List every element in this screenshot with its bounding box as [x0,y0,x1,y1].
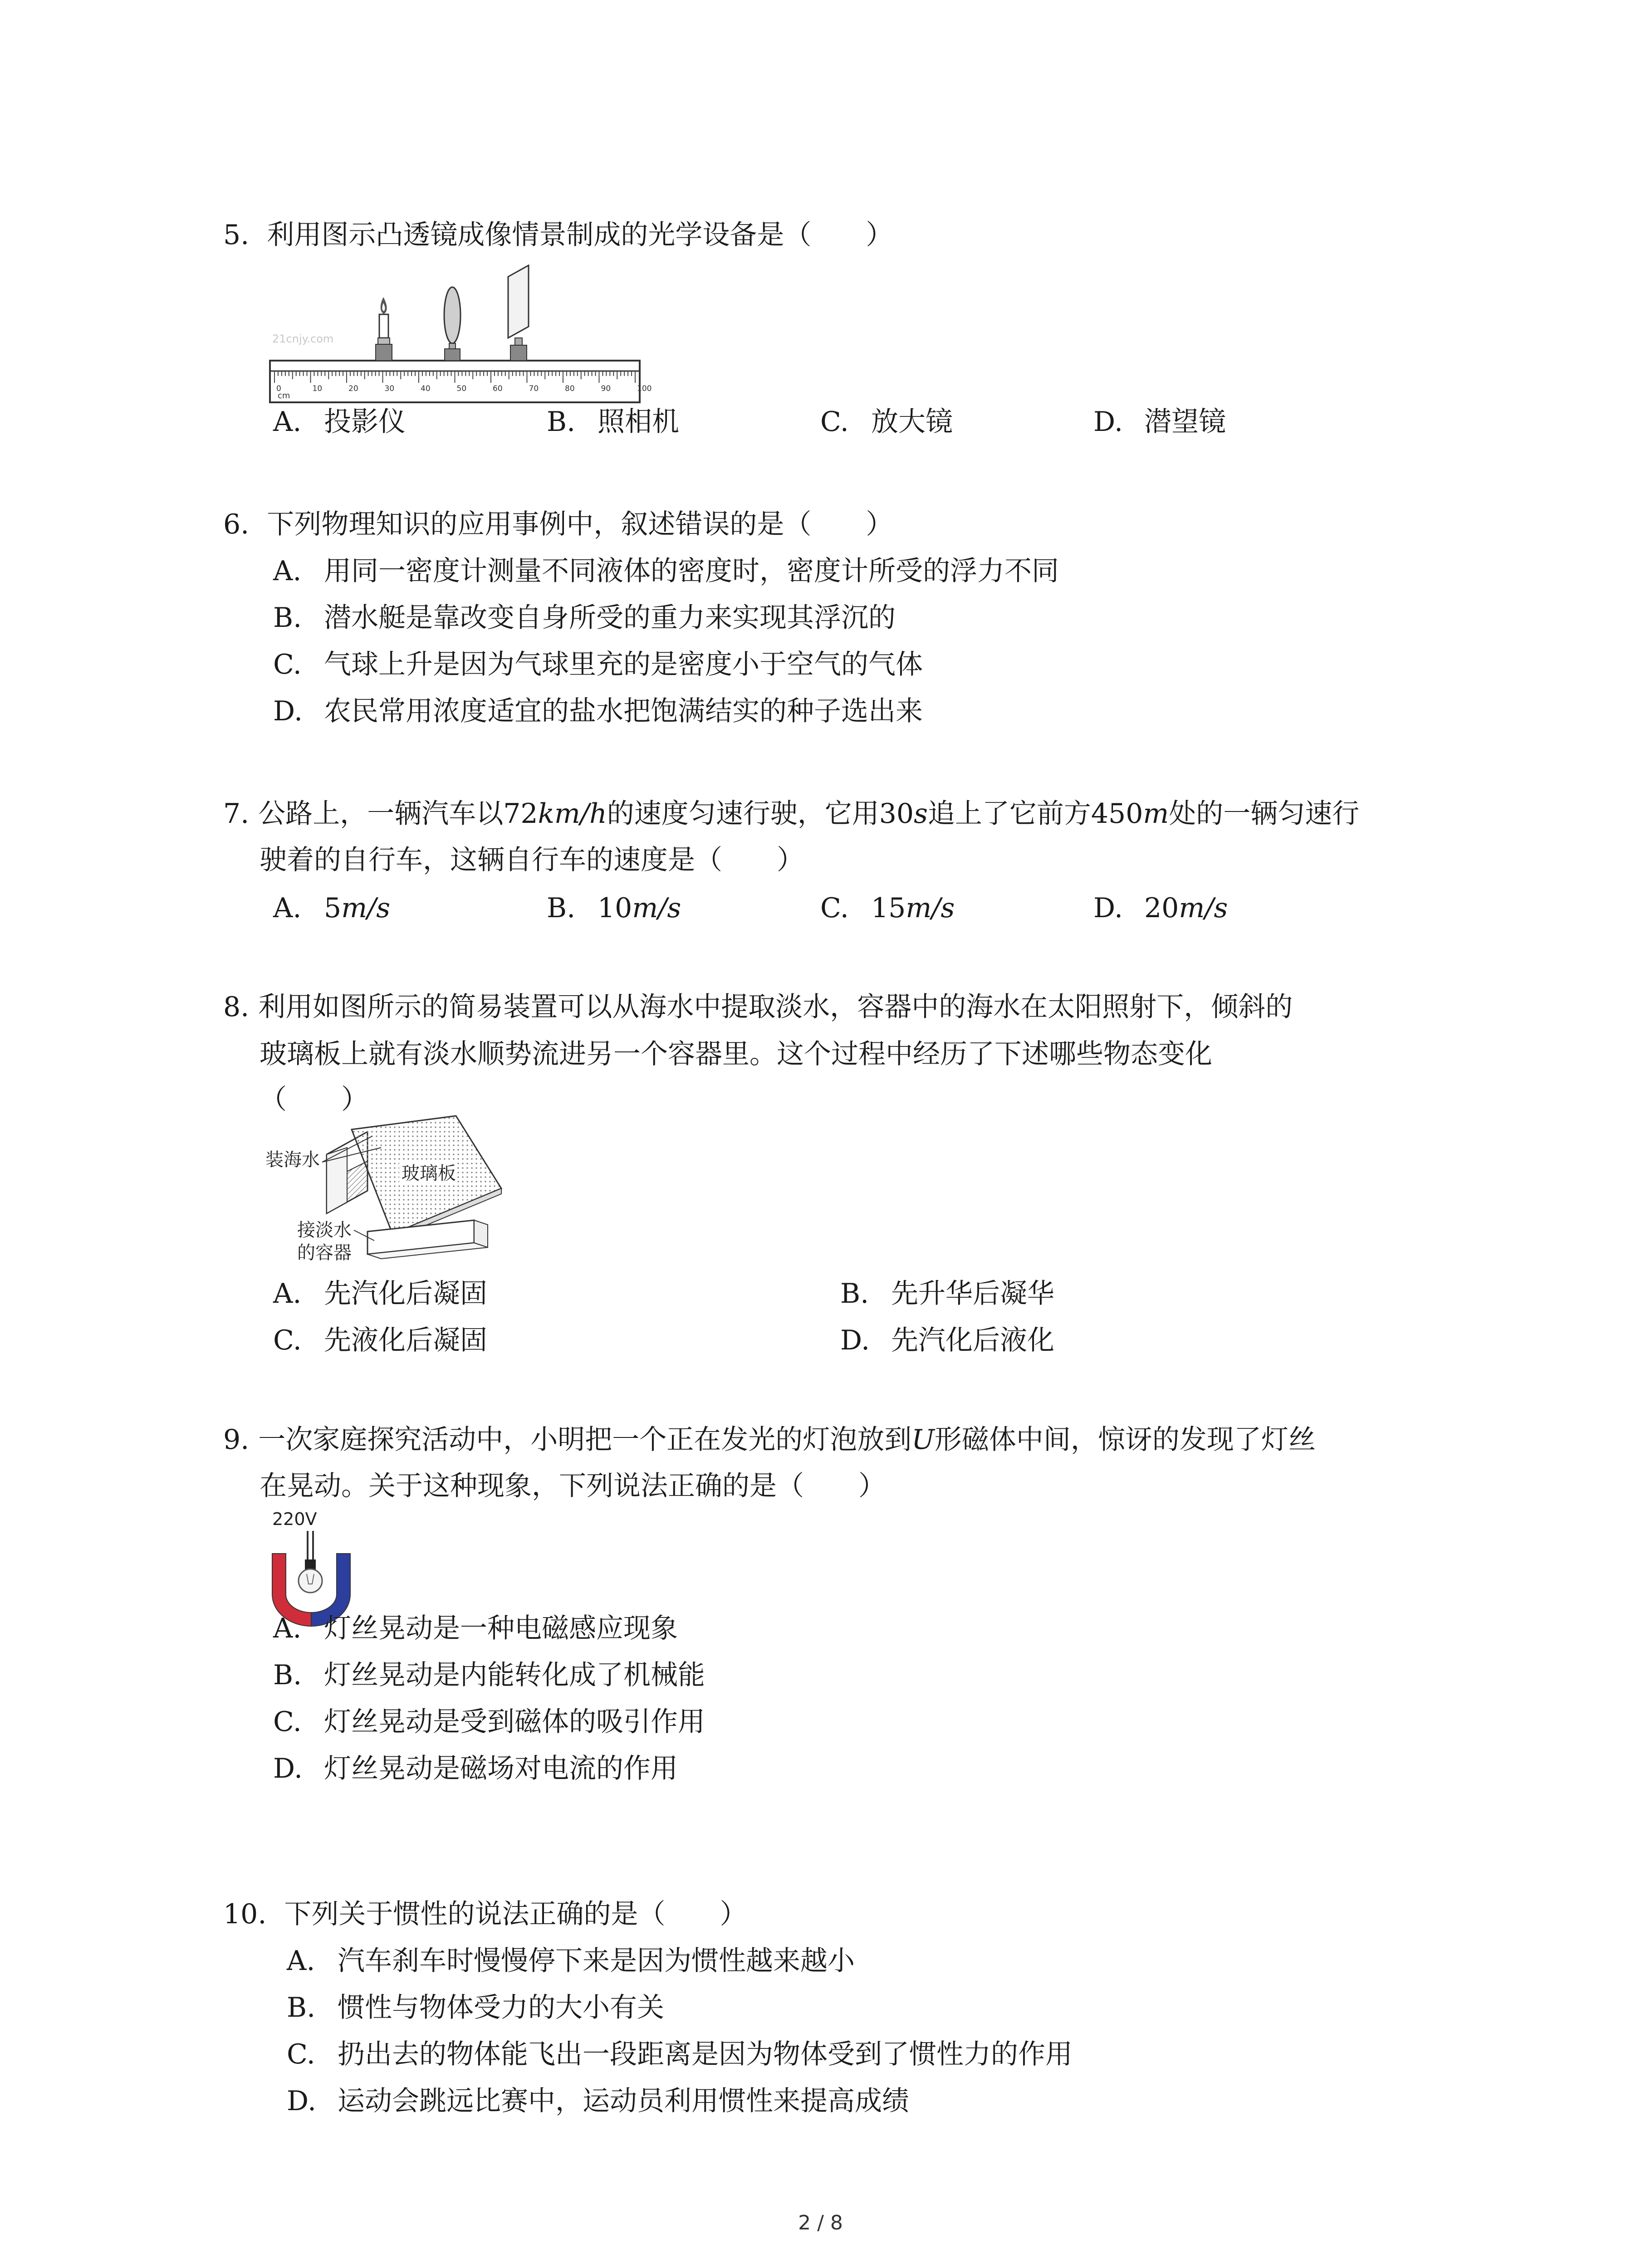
watermark-text: 21cnjy.com [272,332,334,345]
question-10-option-b[interactable]: B. 惯性与物体受力的大小有关 [287,1992,664,2024]
question-5-option-c[interactable]: C. 放大镜 [820,406,953,438]
voltage-label: 220V [272,1509,317,1529]
question-9-option-a[interactable]: A. 灯丝晃动是一种电磁感应现象 [273,1613,678,1644]
unit-label: cm [278,391,290,401]
question-8-option-a[interactable]: A. 先汽化后凝固 [273,1278,487,1310]
scale-tick-label: 20 [348,384,358,393]
question-9-option-b[interactable]: B. 灯丝晃动是内能转化成了机械能 [273,1659,705,1691]
optical-bench-figure [268,254,652,408]
label-seawater: 装海水 [265,1149,320,1170]
question-9-option-c[interactable]: C. 灯丝晃动是受到磁体的吸引作用 [273,1706,705,1738]
scale-tick-label: 70 [529,384,539,393]
question-10-option-c[interactable]: C. 扔出去的物体能飞出一段距离是因为物体受到了惯性力的作用 [287,2038,1073,2070]
question-5-stem: 5. 利用图示凸透镜成像情景制成的光学设备是（ ） [223,219,893,251]
question-6-option-a[interactable]: A. 用同一密度计测量不同液体的密度时，密度计所受的浮力不同 [273,555,1059,587]
page-number: 2 / 8 [798,2211,843,2234]
label-glass-plate: 玻璃板 [402,1163,456,1184]
question-6-option-b[interactable]: B. 潜水艇是靠改变自身所受的重力来实现其浮沉的 [273,602,896,634]
question-9-stem-line-1: 9. 一次家庭探究活动中，小明把一个正在发光的灯泡放到U形磁体中间，惊讶的发现了灯丝 [223,1424,1316,1456]
question-6-option-c[interactable]: C. 气球上升是因为气球里充的是密度小于空气的气体 [273,649,923,680]
light-bulb [299,1559,322,1593]
label-freshwater-2: 的容器 [297,1242,352,1263]
scale-tick-label: 90 [601,384,611,393]
scale-tick-label: 40 [421,384,431,393]
scale-tick-label: 100 [637,384,652,393]
question-9-option-d[interactable]: D. 灯丝晃动是磁场对电流的作用 [273,1753,678,1784]
question-8-option-d[interactable]: D. 先汽化后液化 [840,1325,1054,1356]
candle [376,297,392,361]
question-9-stem-line-2: 在晃动。关于这种现象，下列说法正确的是（ ） [260,1470,886,1502]
question-number: 9. [223,1424,250,1456]
question-8-option-c[interactable]: C. 先液化后凝固 [273,1325,487,1356]
question-8-stem-line-3: （ ） [260,1084,368,1115]
question-7-option-c[interactable]: C. 15m/s [820,892,955,924]
question-5-option-a[interactable]: A. 投影仪 [273,406,406,438]
question-5-option-d[interactable]: D. 潜望镜 [1093,406,1226,438]
scale-tick-label: 10 [312,384,323,393]
question-10-option-d[interactable]: D. 运动会跳远比赛中，运动员利用惯性来提高成绩 [287,2085,909,2117]
question-8-option-b[interactable]: B. 先升华后凝华 [840,1278,1054,1310]
desalination-figure [261,1111,551,1284]
question-8-stem-line-1: 8. 利用如图所示的简易装置可以从海水中提取淡水，容器中的海水在太阳照射下，倾斜的 [223,991,1293,1023]
scale-tick-label: 60 [493,384,503,393]
question-7-stem-line-1: 7. 公路上，一辆汽车以72km/h的速度匀速行驶，它用30s追上了它前方450m处的一辆匀速行 [223,798,1360,830]
question-number: 6. [223,508,250,540]
question-6-stem: 6. 下列物理知识的应用事例中，叙述错误的是（ ） [223,508,893,540]
label-freshwater-1: 接淡水 [297,1220,352,1241]
question-number: 8. [223,991,250,1023]
question-number: 10. [223,1898,267,1930]
question-10-option-a[interactable]: A. 汽车刹车时慢慢停下来是因为惯性越来越小 [287,1945,855,1977]
question-6-option-d[interactable]: D. 农民常用浓度适宜的盐水把饱满结实的种子选出来 [273,695,923,727]
question-number: 5. [223,219,250,251]
question-8-stem-line-2: 玻璃板上就有淡水顺势流进另一个容器里。这个过程中经历了下述哪些物态变化 [260,1038,1212,1070]
question-number: 7. [223,798,250,830]
scale-tick-label: 30 [384,384,395,393]
light-screen [508,265,529,361]
question-7-option-d[interactable]: D. 20m/s [1093,892,1228,924]
scale-tick-label: 0 [276,384,281,393]
scale-tick-label: 80 [565,384,575,393]
convex-lens [444,287,460,361]
question-7-option-b[interactable]: B. 10m/s [547,892,681,924]
question-10-stem: 10. 下列关于惯性的说法正确的是（ ） [223,1898,747,1930]
question-7-option-a[interactable]: A. 5m/s [273,892,391,924]
question-7-stem-line-2: 驶着的自行车，这辆自行车的速度是（ ） [260,844,804,876]
question-5-option-b[interactable]: B. 照相机 [547,406,679,438]
scale-tick-label: 50 [456,384,467,393]
freshwater-container [367,1220,488,1259]
